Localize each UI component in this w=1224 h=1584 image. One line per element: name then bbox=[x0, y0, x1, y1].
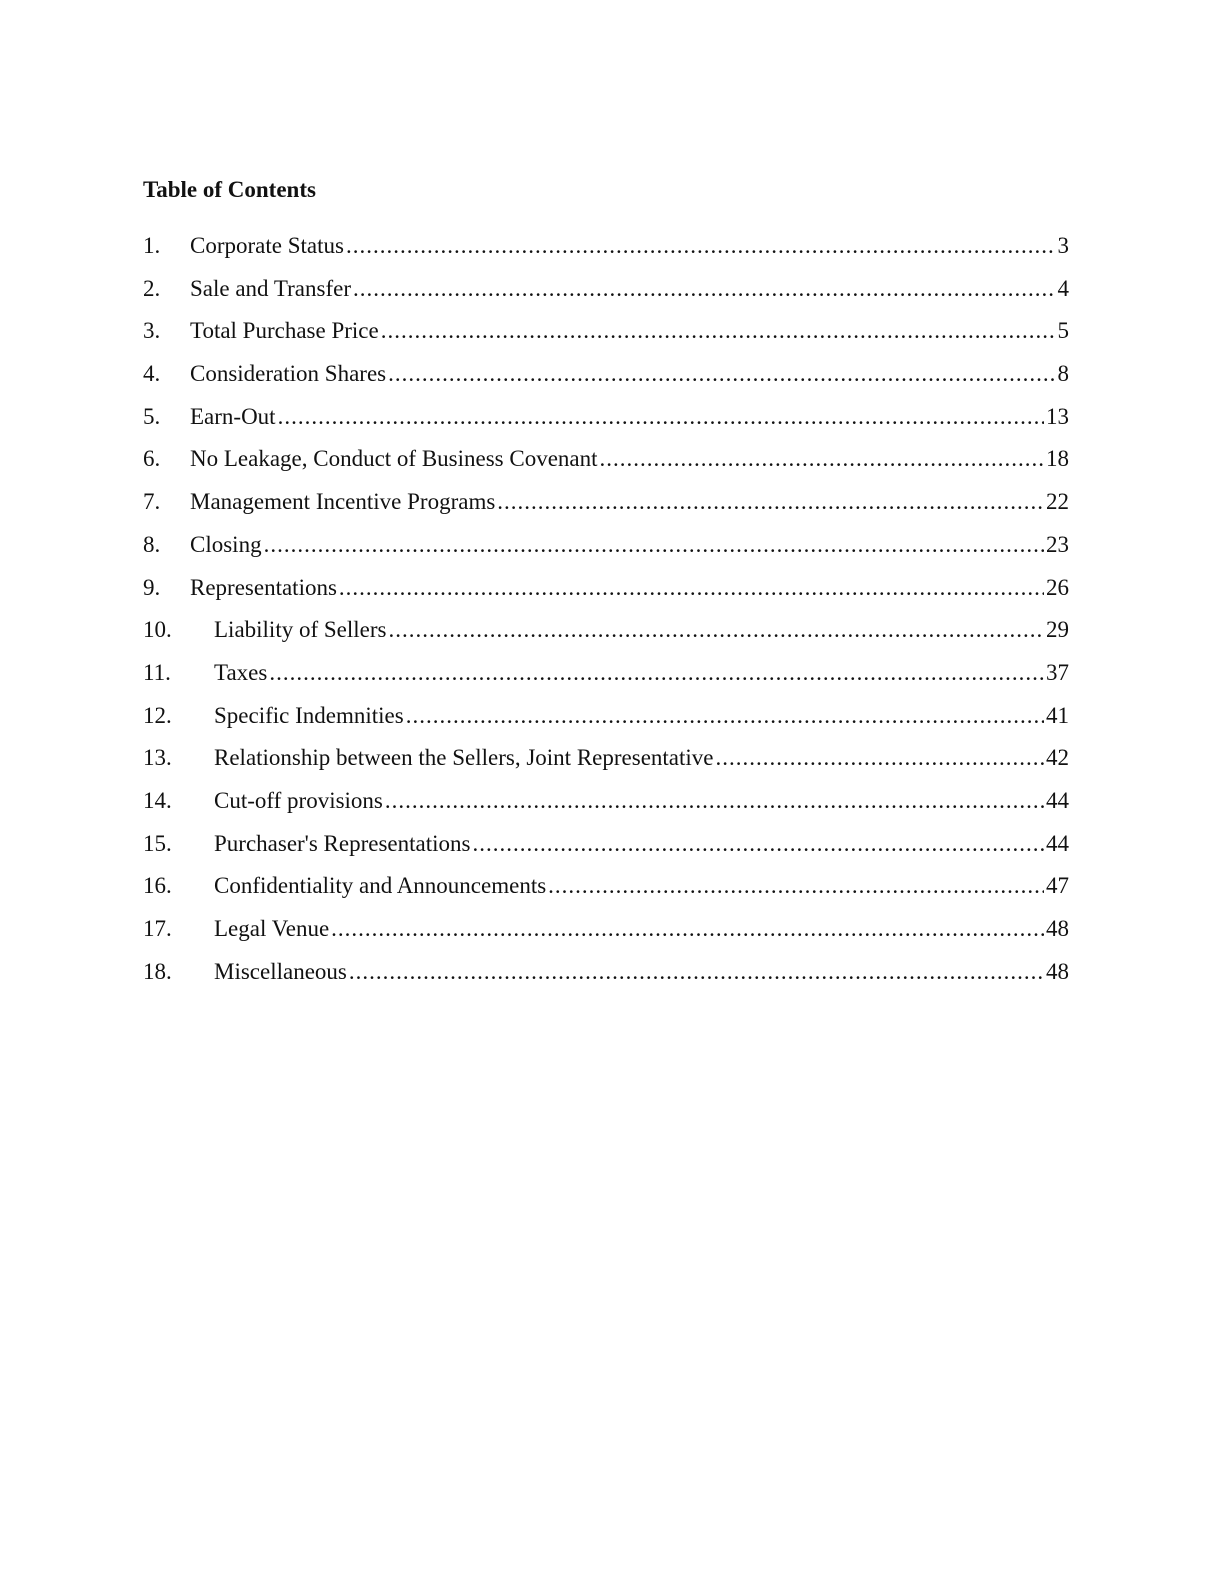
toc-entry[interactable] bbox=[143, 571, 1069, 614]
toc-entry[interactable] bbox=[143, 912, 1069, 955]
toc-entry-number: 17. bbox=[143, 916, 172, 941]
toc-dot-leader bbox=[353, 272, 1056, 306]
toc-entry-label: Management Incentive Programs bbox=[190, 489, 496, 515]
toc-entry[interactable] bbox=[143, 955, 1069, 998]
toc-dot-leader bbox=[472, 827, 1044, 861]
toc-entry-number: 8. bbox=[143, 531, 161, 557]
toc-entry-page: 18 bbox=[1046, 446, 1069, 472]
toc-dot-leader bbox=[346, 229, 1056, 263]
toc-entry-page: 41 bbox=[1046, 702, 1069, 728]
toc-entry-label: Representations bbox=[190, 574, 337, 600]
toc-entry[interactable] bbox=[143, 272, 1069, 315]
toc-entry-label: Taxes bbox=[214, 659, 268, 685]
toc-entry-number: 7. bbox=[143, 489, 161, 515]
toc-entry-number: 2. bbox=[143, 275, 161, 301]
toc-entry[interactable] bbox=[143, 784, 1069, 827]
toc-entry[interactable] bbox=[143, 357, 1069, 400]
toc-entry-label: Sale and Transfer bbox=[190, 275, 351, 301]
toc-entry-number: 5. bbox=[143, 403, 161, 429]
toc-dot-leader bbox=[406, 699, 1044, 733]
toc-entry-label: Purchaser's Representations bbox=[214, 830, 471, 856]
toc-entry-page: 13 bbox=[1046, 403, 1069, 429]
toc-dot-leader bbox=[600, 442, 1044, 476]
toc-entry-page: 23 bbox=[1046, 531, 1069, 557]
toc-entry-label: Closing bbox=[190, 531, 262, 557]
toc-entry-number: 1. bbox=[143, 233, 161, 258]
toc-entry-label: No Leakage, Conduct of Business Covenant bbox=[190, 446, 598, 472]
toc-list bbox=[143, 229, 1069, 997]
toc-entry-label: Legal Venue bbox=[214, 916, 330, 941]
toc-entry-page: 5 bbox=[1057, 318, 1069, 344]
toc-entry-page: 8 bbox=[1057, 361, 1069, 387]
toc-entry-page: 29 bbox=[1046, 617, 1069, 643]
toc-entry-number: 15. bbox=[143, 830, 172, 856]
toc-entry-page: 44 bbox=[1046, 830, 1069, 856]
toc-dot-leader bbox=[385, 784, 1044, 818]
toc-entry-label: Liability of Sellers bbox=[214, 617, 387, 643]
toc-entry-number: 3. bbox=[143, 318, 161, 344]
toc-entry-page: 48 bbox=[1046, 916, 1069, 941]
toc-entry-page: 26 bbox=[1046, 574, 1069, 600]
toc-entry[interactable] bbox=[143, 656, 1069, 699]
toc-entry-number: 18. bbox=[143, 958, 172, 984]
toc-entry-page: 47 bbox=[1046, 873, 1069, 899]
toc-dot-leader bbox=[269, 656, 1044, 690]
toc-entry-page: 22 bbox=[1046, 489, 1069, 515]
toc-dot-leader bbox=[388, 357, 1055, 391]
toc-entry[interactable] bbox=[143, 229, 1069, 272]
toc-title: Table of Contents bbox=[143, 177, 316, 202]
toc-dot-leader bbox=[264, 528, 1044, 562]
toc-entry-label: Relationship between the Sellers, Joint Representative bbox=[214, 745, 714, 771]
toc-entry-number: 14. bbox=[143, 787, 172, 813]
toc-entry[interactable] bbox=[143, 400, 1069, 443]
toc-dot-leader bbox=[381, 314, 1056, 348]
toc-dot-leader bbox=[349, 955, 1044, 989]
toc-entry-label: Miscellaneous bbox=[214, 958, 347, 984]
toc-entry[interactable] bbox=[143, 741, 1069, 784]
toc-dot-leader bbox=[497, 485, 1044, 519]
toc-entry-page: 44 bbox=[1046, 787, 1069, 813]
toc-entry-number: 12. bbox=[143, 702, 172, 728]
toc-entry[interactable] bbox=[143, 613, 1069, 656]
toc-entry-label: Confidentiality and Announcements bbox=[214, 873, 547, 899]
toc-entry-number: 10. bbox=[143, 617, 172, 643]
toc-entry-number: 4. bbox=[143, 361, 161, 387]
toc-entry-label: Total Purchase Price bbox=[190, 318, 379, 344]
toc-entry[interactable] bbox=[143, 528, 1069, 571]
toc-entry-page: 37 bbox=[1046, 659, 1069, 685]
toc-entry-number: 13. bbox=[143, 745, 172, 771]
toc-dot-leader bbox=[339, 571, 1044, 605]
toc-entry[interactable] bbox=[143, 827, 1069, 870]
toc-dot-leader bbox=[716, 741, 1045, 775]
toc-entry-page: 3 bbox=[1057, 233, 1069, 258]
toc-entry[interactable] bbox=[143, 314, 1069, 357]
toc-entry-number: 6. bbox=[143, 446, 161, 472]
toc-entry-number: 11. bbox=[143, 659, 171, 685]
toc-entry-page: 4 bbox=[1057, 275, 1069, 301]
toc-dot-leader bbox=[278, 400, 1044, 434]
toc-entry-label: Consideration Shares bbox=[190, 361, 387, 387]
toc-entry-label: Specific Indemnities bbox=[214, 702, 404, 728]
toc-dot-leader bbox=[548, 869, 1044, 903]
toc-entry-label: Earn-Out bbox=[190, 403, 276, 429]
toc-entry-label: Corporate Status bbox=[190, 233, 344, 258]
toc-entry-number: 16. bbox=[143, 873, 172, 899]
toc-dot-leader bbox=[388, 613, 1044, 647]
toc-entry-page: 42 bbox=[1046, 745, 1069, 771]
toc-entry[interactable] bbox=[143, 485, 1069, 528]
toc-entry-number: 9. bbox=[143, 574, 161, 600]
toc-entry[interactable] bbox=[143, 442, 1069, 485]
toc-dot-leader bbox=[331, 912, 1044, 946]
toc-entry[interactable] bbox=[143, 869, 1069, 912]
toc-entry-page: 48 bbox=[1046, 958, 1069, 984]
toc-entry-label: Cut-off provisions bbox=[214, 787, 383, 813]
toc-entry[interactable] bbox=[143, 699, 1069, 742]
